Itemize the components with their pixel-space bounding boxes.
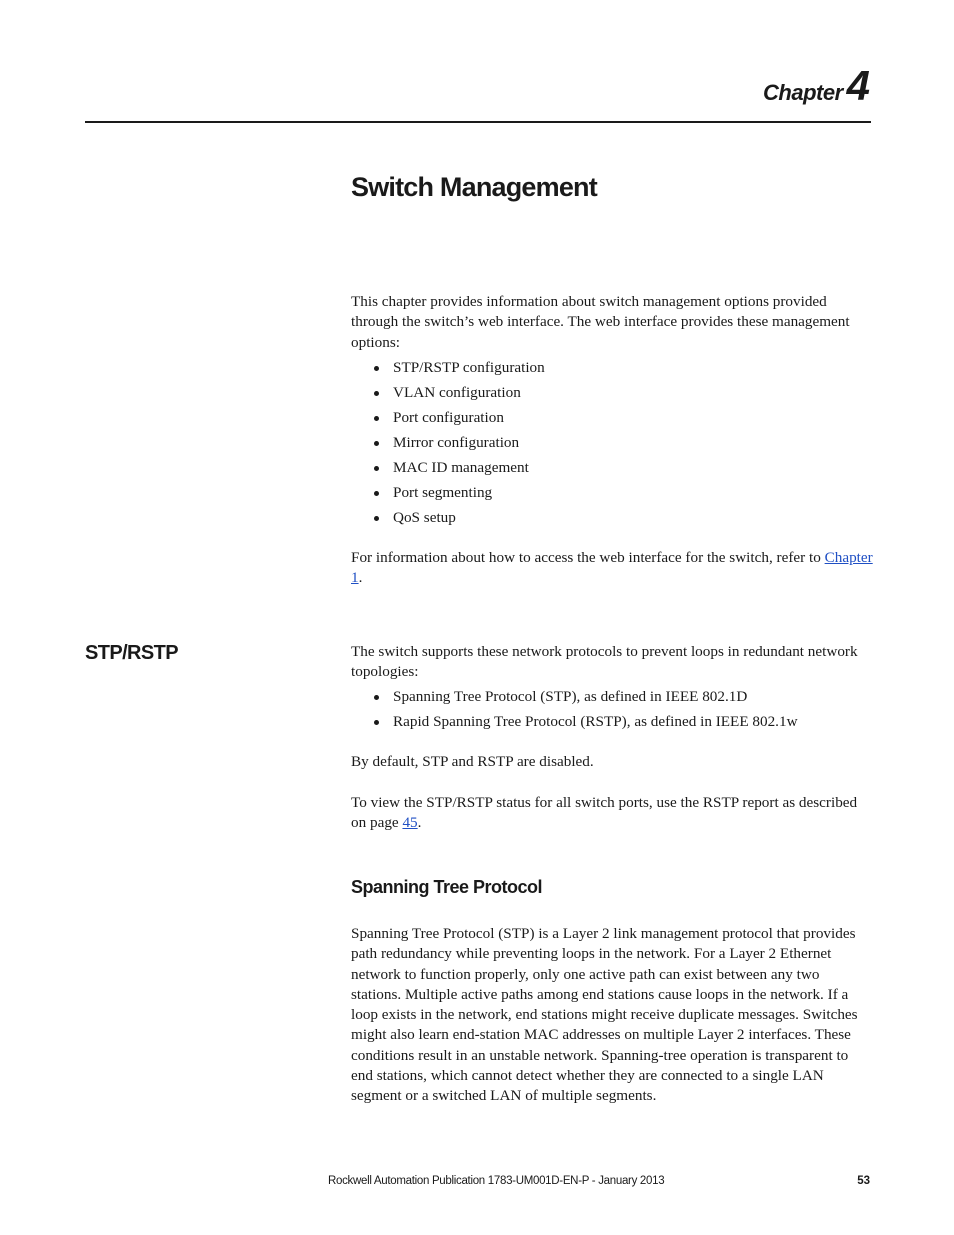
stp-intro-paragraph: The switch supports these network protocols to prevent loops in redundant network topologies:: [351, 643, 858, 681]
view-status-paragraph: To view the STP/RSTP status for all switch ports, use the RSTP report as described on page 45.: [351, 794, 858, 832]
footer-publication: Rockwell Automation Publication 1783-UM001D-EN-P - January 2013: [328, 1175, 665, 1187]
list-item: MAC ID management: [373, 458, 873, 483]
bullet-icon: [374, 466, 379, 471]
list-item: Rapid Spanning Tree Protocol (RSTP), as defined in IEEE 802.1w: [373, 712, 873, 737]
bullet-icon: [374, 695, 379, 700]
protocols-list: [373, 687, 873, 737]
bullet-icon: [374, 491, 379, 496]
bullet-icon: [374, 720, 379, 725]
page-45-link[interactable]: 45: [402, 814, 418, 832]
chapter-number: 4: [846, 62, 870, 109]
bullet-icon: [374, 391, 379, 396]
list-item: Spanning Tree Protocol (STP), as defined in IEEE 802.1D: [373, 687, 873, 712]
list-item: STP/RSTP configuration: [373, 358, 873, 383]
default-paragraph: By default, STP and RSTP are disabled.: [351, 753, 594, 770]
list-item: Port configuration: [373, 408, 873, 433]
header-rule: [85, 121, 871, 123]
bullet-icon: [374, 416, 379, 421]
bullet-icon: [374, 516, 379, 521]
page-title: Switch Management: [351, 172, 597, 202]
section-title-stp-rstp: STP/RSTP: [85, 642, 178, 664]
chapter-heading: [763, 62, 870, 110]
chapter-1-link[interactable]: Chapter 1: [351, 549, 873, 587]
access-paragraph: For information about how to access the web interface for the switch, refer to Chapter 1.: [351, 549, 873, 587]
intro-paragraph: This chapter provides information about switch management options provided through the switch’s web interface. The web interface provides these management options:: [351, 293, 850, 351]
chapter-label: Chapter: [763, 80, 843, 105]
management-options-list: [373, 358, 873, 533]
bullet-icon: [374, 441, 379, 446]
footer-page-number: 53: [857, 1175, 870, 1187]
list-item: Mirror configuration: [373, 433, 873, 458]
subheading-spanning-tree: Spanning Tree Protocol: [351, 877, 543, 897]
bullet-icon: [374, 366, 379, 371]
spanning-tree-paragraph: Spanning Tree Protocol (STP) is a Layer 2 link management protocol that provides path redundancy while preventing loops in the network. For a Layer 2 Ethernet network to function properly, only one active path can exist between any two stations. Multiple active paths among end stations cause loops in the network. If a loop exists in the network, end stations might receive duplicate messages. Switches might also learn end-station MAC addresses on multiple Layer 2 interfaces. These conditions result in an unstable network. Spanning-tree operation is transparent to end stations, which cannot detect whether they are connected to a single LAN segment or a switched LAN of multiple segments.: [351, 925, 858, 1105]
list-item: QoS setup: [373, 508, 873, 533]
list-item: Port segmenting: [373, 483, 873, 508]
list-item: VLAN configuration: [373, 383, 873, 408]
